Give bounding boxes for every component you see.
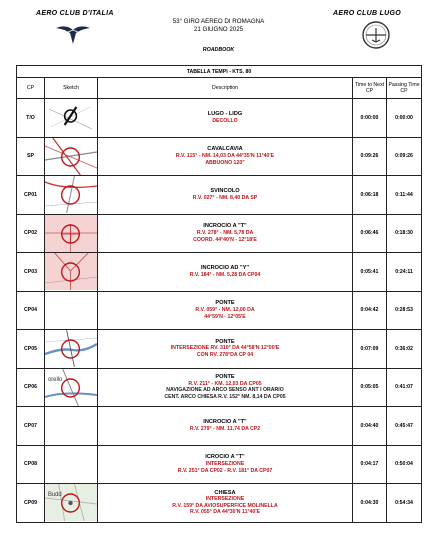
doc-type-label: ROADBOOK bbox=[202, 47, 235, 53]
row-cp-label: CP06 bbox=[17, 368, 45, 407]
time-to-next-cp: 0:04:30 bbox=[353, 484, 387, 523]
row-cp-label: SP bbox=[17, 137, 45, 176]
description-line: NAVIGAZIONE AD ARCO SENSO ANT I ORARIO bbox=[166, 387, 284, 394]
passing-time-cp: 0:54:34 bbox=[387, 484, 422, 523]
row-description bbox=[98, 253, 353, 292]
svg-text:Budd: Budd bbox=[47, 492, 62, 499]
row-description bbox=[98, 484, 353, 523]
col-header-description: Description bbox=[98, 78, 353, 99]
aero-club-italia-logo bbox=[54, 20, 92, 48]
church-sketch bbox=[45, 484, 98, 523]
row-description bbox=[98, 214, 353, 253]
description-line: R.V. 251° DA CP02 - R.V. 181° DA CP07 bbox=[177, 467, 273, 474]
description-title: ICROCIO A "T" bbox=[205, 454, 245, 461]
times-table bbox=[16, 65, 422, 523]
description-line: INTERSEZIONE bbox=[205, 460, 245, 467]
row-description bbox=[98, 407, 353, 446]
description-line: R.V. 027° - NM. 8,40 DA SP bbox=[192, 194, 258, 201]
description-title: CHIESA bbox=[214, 489, 236, 496]
col-header-passing-time: Passing Time CP bbox=[387, 78, 422, 99]
table-row bbox=[17, 445, 422, 484]
passing-time-cp: 0:00:00 bbox=[387, 99, 422, 138]
aero-club-lugo-logo bbox=[361, 20, 391, 50]
bridge-arch-sketch bbox=[45, 368, 98, 407]
row-cp-label: CP05 bbox=[17, 330, 45, 369]
description-line: R.V. 279° - NM. 11,74 DA CP2 bbox=[189, 425, 261, 432]
description-title: SVINCOLO bbox=[210, 188, 240, 195]
row-cp-label: CP08 bbox=[17, 445, 45, 484]
description-title: INCROCIO A "T" bbox=[203, 223, 247, 230]
y-crossing-sketch-image bbox=[45, 253, 97, 290]
col-header-cp: CP bbox=[17, 78, 45, 99]
row-cp-label: CP04 bbox=[17, 291, 45, 330]
description-title: INCROCIO AD "Y" bbox=[201, 265, 249, 272]
passing-time-cp: 0:09:26 bbox=[387, 137, 422, 176]
table-row bbox=[17, 291, 422, 330]
time-to-next-cp: 0:05:05 bbox=[353, 368, 387, 407]
description-title: LUGO - LIDG bbox=[207, 111, 243, 118]
runway-sketch-image bbox=[45, 99, 97, 136]
roadbook-page bbox=[16, 6, 421, 554]
time-to-next-cp: 0:09:26 bbox=[353, 137, 387, 176]
description-line: INTERSEZIONE bbox=[205, 496, 245, 503]
y-crossing-sketch bbox=[45, 253, 98, 292]
table-row bbox=[17, 99, 422, 138]
table-row bbox=[17, 137, 422, 176]
table-row bbox=[17, 214, 422, 253]
passing-time-cp: 0:50:04 bbox=[387, 445, 422, 484]
passing-time-cp: 0:24:11 bbox=[387, 253, 422, 292]
empty-sketch-cell bbox=[45, 407, 98, 446]
row-cp-label: CP07 bbox=[17, 407, 45, 446]
row-description bbox=[98, 445, 353, 484]
table-row bbox=[17, 484, 422, 523]
description-title: PONTE bbox=[215, 374, 235, 381]
junction-sketch-image bbox=[45, 176, 97, 213]
row-cp-label: CP09 bbox=[17, 484, 45, 523]
description-line: 44°59'N - 12°05'E bbox=[204, 313, 246, 320]
description-line: COORD. 44°40'N - 12°18'E bbox=[193, 236, 257, 243]
table-row bbox=[17, 176, 422, 215]
org-left-name: AERO CLUB D'ITALIA bbox=[36, 10, 114, 17]
description-title: CAVALCAVIA bbox=[207, 146, 243, 153]
row-cp-label: CP01 bbox=[17, 176, 45, 215]
description-line: INTERSEZIONE RV. 310° DA 44°58'N 12°00'E bbox=[170, 345, 280, 352]
description-line: R.V. 278° - NM. 5,78 DA bbox=[196, 229, 254, 236]
time-to-next-cp: 0:04:40 bbox=[353, 407, 387, 446]
row-description bbox=[98, 330, 353, 369]
col-header-time-next: Time to Next CP bbox=[353, 78, 387, 99]
row-cp-label: T/O bbox=[17, 99, 45, 138]
row-description bbox=[98, 176, 353, 215]
runway-sketch bbox=[45, 99, 98, 138]
description-title: PONTE bbox=[215, 300, 235, 307]
time-to-next-cp: 0:07:09 bbox=[353, 330, 387, 369]
description-line: R.V. 211° - KM. 12,03 DA CP05 bbox=[188, 380, 262, 387]
passing-time-cp: 0:28:53 bbox=[387, 291, 422, 330]
row-description bbox=[98, 291, 353, 330]
bridge-arch-sketch-image bbox=[45, 369, 97, 406]
event-info bbox=[136, 18, 301, 34]
church-sketch-image bbox=[45, 484, 97, 521]
description-line: R.V. 184° - NM. 5,28 DA CP04 bbox=[189, 271, 261, 278]
empty-sketch-cell bbox=[45, 445, 98, 484]
description-line: R.V. 055° DA 44°30'N 11°40'E bbox=[189, 509, 261, 516]
event-title: 53° GIRO AEREO DI ROMAGNA bbox=[172, 18, 265, 25]
page-header bbox=[16, 6, 421, 62]
svg-text:orello: orello bbox=[47, 376, 63, 383]
t-crossing-sketch-image bbox=[45, 215, 97, 252]
bridge-sketch bbox=[45, 330, 98, 369]
org-right-name: AERO CLUB LUGO bbox=[333, 10, 401, 17]
description-title: PONTE bbox=[215, 338, 235, 345]
junction-sketch bbox=[45, 176, 98, 215]
description-line: R.V. 159° DA AVIOSUPERFICE MOLINELLA bbox=[172, 502, 278, 509]
row-description bbox=[98, 137, 353, 176]
time-to-next-cp: 0:05:41 bbox=[353, 253, 387, 292]
table-row bbox=[17, 407, 422, 446]
time-to-next-cp: 0:00:00 bbox=[353, 99, 387, 138]
t-crossing-sketch bbox=[45, 214, 98, 253]
row-cp-label: CP02 bbox=[17, 214, 45, 253]
description-line: CENT. ARCO CHIESA R.V. 152° NM. 8,14 DA CP05 bbox=[164, 393, 286, 400]
bridge-sketch-image bbox=[45, 330, 97, 367]
table-row bbox=[17, 368, 422, 407]
overpass-sketch-image bbox=[45, 138, 97, 175]
description-line: ABBUONO 120" bbox=[205, 159, 245, 166]
passing-time-cp: 0:41:07 bbox=[387, 368, 422, 407]
description-line: R.V. 115° - NM. 14,03 DA 44°35'N 11°40'E bbox=[175, 152, 275, 159]
time-to-next-cp: 0:06:46 bbox=[353, 214, 387, 253]
overpass-sketch bbox=[45, 137, 98, 176]
event-date: 21 GIUGNO 2025 bbox=[193, 26, 244, 33]
description-title: INCROCIO A "T" bbox=[203, 419, 247, 426]
description-line: CON RV. 278°DA CP 04 bbox=[196, 352, 254, 359]
time-to-next-cp: 0:04:42 bbox=[353, 291, 387, 330]
table-row bbox=[17, 253, 422, 292]
description-line: DECOLLO bbox=[212, 117, 238, 124]
empty-sketch-cell bbox=[45, 291, 98, 330]
time-to-next-cp: 0:06:18 bbox=[353, 176, 387, 215]
col-header-sketch: Sketch bbox=[45, 78, 98, 99]
passing-time-cp: 0:11:44 bbox=[387, 176, 422, 215]
row-description bbox=[98, 368, 353, 407]
description-line: R.V. 059° - NM. 12,00 DA bbox=[195, 306, 255, 313]
passing-time-cp: 0:36:02 bbox=[387, 330, 422, 369]
passing-time-cp: 0:45:47 bbox=[387, 407, 422, 446]
table-row bbox=[17, 330, 422, 369]
table-title: TABELLA TEMPI - KTS. 80 bbox=[17, 66, 422, 78]
row-cp-label: CP03 bbox=[17, 253, 45, 292]
passing-time-cp: 0:18:30 bbox=[387, 214, 422, 253]
time-to-next-cp: 0:04:17 bbox=[353, 445, 387, 484]
row-description bbox=[98, 99, 353, 138]
